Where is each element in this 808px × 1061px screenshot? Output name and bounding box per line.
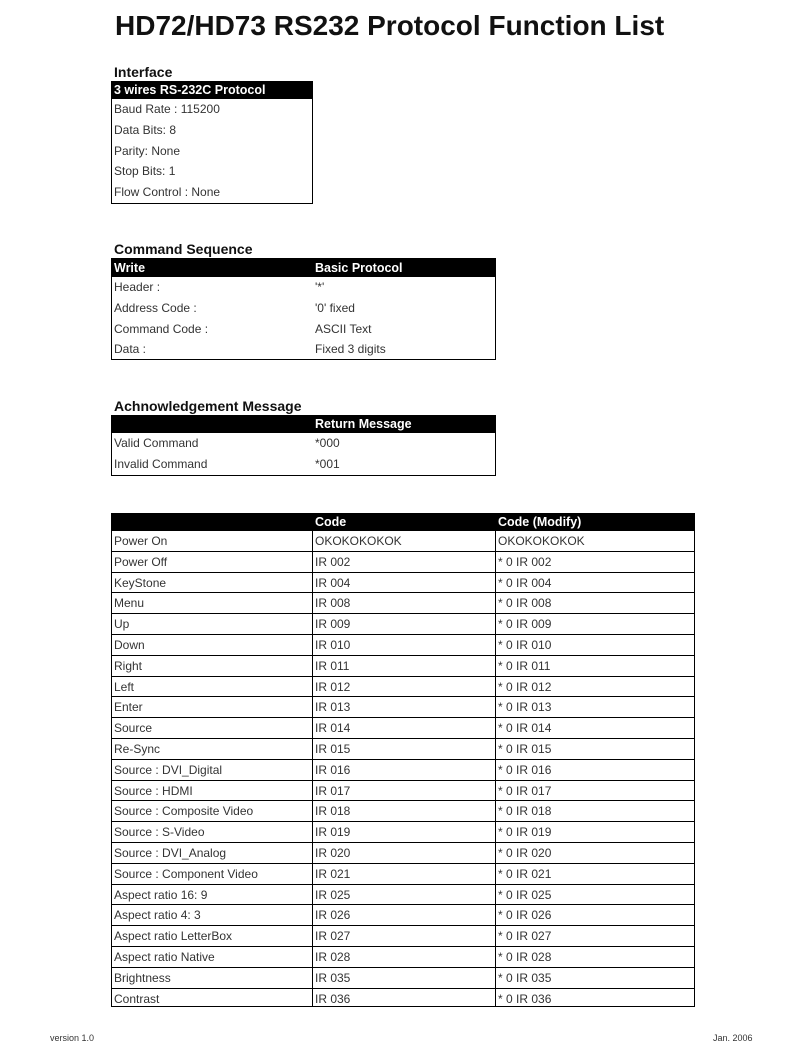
table-row (112, 319, 495, 340)
table-row (112, 989, 694, 1010)
table-row (112, 552, 694, 573)
table-cell: * 0 IR 008 (498, 596, 552, 611)
table-cell: IR 035 (315, 970, 351, 985)
table-cell: Power On (114, 534, 168, 548)
table-cell: IR 002 (315, 554, 351, 569)
table-cell: * 0 IR 012 (498, 679, 552, 694)
table-cell: * 0 IR 035 (498, 970, 552, 985)
table-cell: Source : Component Video (114, 866, 258, 881)
table-cell: * 0 IR 016 (498, 762, 552, 777)
column-divider (312, 531, 313, 1006)
table-cell: * 0 IR 036 (498, 991, 552, 1006)
table-row (112, 656, 694, 677)
table-row (112, 781, 694, 802)
table-cell: IR 015 (315, 741, 351, 756)
table-cell: * 0 IR 011 (498, 658, 551, 673)
table-cell: IR 036 (315, 991, 351, 1006)
table-cell: * 0 IR 020 (498, 845, 552, 860)
table-row (112, 864, 694, 885)
table-row (112, 926, 694, 947)
table-row (112, 822, 694, 843)
footer-date: Jan. 2006 (713, 1033, 753, 1043)
table-cell: Left (114, 679, 135, 694)
table-cell: Brightness (114, 970, 171, 985)
table-cell: Menu (114, 596, 145, 611)
table-cell: * 0 IR 019 (498, 825, 552, 840)
acknowledgement-table (111, 415, 496, 476)
table-row (112, 531, 694, 552)
table-row (112, 739, 694, 760)
table-cell: Source : S-Video (114, 825, 205, 840)
table-cell: '0' fixed (315, 300, 355, 315)
table-cell: * 0 IR 004 (498, 575, 552, 590)
table-cell: Aspect ratio Native (114, 949, 215, 964)
table-row (112, 885, 694, 906)
table-cell: Data : (114, 342, 147, 357)
page-title: HD72/HD73 RS232 Protocol Function List (115, 10, 665, 41)
table-cell: *001 (315, 456, 340, 471)
table-cell: * 0 IR 028 (498, 949, 552, 964)
table-cell: ASCII Text (315, 321, 372, 336)
header-cell: Write (114, 261, 146, 275)
table-cell: IR 025 (315, 887, 351, 902)
table-cell: IR 010 (315, 637, 351, 652)
table-cell: * 0 IR 018 (498, 804, 552, 819)
table-cell: * 0 IR 010 (498, 637, 552, 652)
table-row (112, 298, 495, 319)
table-row (112, 697, 694, 718)
table-cell: * 0 IR 009 (498, 617, 552, 632)
table-cell: IR 008 (315, 596, 351, 611)
table-cell: Aspect ratio LetterBox (114, 929, 233, 944)
table-cell: Aspect ratio 16: 9 (114, 887, 208, 902)
table-row (112, 120, 312, 141)
interface-header (112, 82, 312, 99)
table-cell: Command Code : (114, 321, 209, 336)
table-cell: OKOKOKOKOK (315, 534, 402, 548)
table-row (112, 573, 694, 594)
table-cell: IR 009 (315, 617, 351, 632)
table-cell: * 0 IR 013 (498, 700, 552, 715)
acknowledgement-label: Achnowledgement Message (114, 398, 302, 414)
table-cell: Up (114, 617, 130, 632)
table-row (112, 99, 312, 120)
footer-version: version 1.0 (50, 1033, 95, 1043)
table-cell: * 0 IR 026 (498, 908, 552, 923)
table-cell: '*' (315, 280, 325, 294)
interface-table (111, 81, 313, 204)
table-row (112, 843, 694, 864)
function-table (111, 513, 695, 1007)
function-header (112, 514, 694, 531)
table-cell: Aspect ratio 4: 3 (114, 908, 201, 923)
table-cell: Stop Bits: 1 (114, 164, 176, 179)
table-row (112, 182, 312, 203)
table-cell: Invalid Command (114, 456, 208, 471)
table-cell: Re-Sync (114, 741, 161, 756)
table-cell: Header : (114, 280, 161, 294)
table-cell: KeyStone (114, 575, 167, 590)
acknowledgement-header (112, 416, 495, 433)
table-cell: Source : DVI_Digital (114, 762, 223, 777)
header-cell: Basic Protocol (315, 261, 403, 275)
table-cell: Flow Control : None (114, 185, 221, 200)
table-row (112, 801, 694, 822)
table-cell: * 0 IR 014 (498, 721, 552, 736)
table-cell: Source : HDMI (114, 783, 193, 798)
table-cell: IR 020 (315, 845, 351, 860)
table-cell: * 0 IR 015 (498, 741, 552, 756)
table-cell: * 0 IR 027 (498, 929, 552, 944)
table-cell: Source (114, 721, 153, 736)
table-cell: Data Bits: 8 (114, 122, 177, 137)
table-row (112, 161, 312, 182)
table-row (112, 614, 694, 635)
header-cell: Code (315, 515, 347, 529)
table-cell: * 0 IR 025 (498, 887, 552, 902)
table-cell: IR 017 (315, 783, 351, 798)
table-cell: Baud Rate : 115200 (114, 102, 220, 116)
table-cell: IR 013 (315, 700, 351, 715)
table-cell: OKOKOKOKOK (498, 534, 585, 548)
table-cell: Fixed 3 digits (315, 342, 386, 357)
table-cell: Source : DVI_Analog (114, 845, 227, 860)
header-cell: Return Message (315, 417, 412, 431)
header-cell: Code (Modify) (498, 515, 582, 529)
table-cell: IR 021 (315, 866, 351, 881)
table-cell: Valid Command (114, 436, 199, 450)
table-row (112, 593, 694, 614)
command-sequence-label: Command Sequence (114, 241, 253, 257)
table-cell: Right (114, 658, 143, 673)
table-cell: IR 011 (315, 658, 350, 673)
table-cell: Enter (114, 700, 143, 715)
table-row (112, 635, 694, 656)
table-cell: * 0 IR 017 (498, 783, 552, 798)
interface-label: Interface (114, 64, 173, 80)
command-sequence-table (111, 258, 496, 360)
table-row (112, 277, 495, 298)
table-cell: * 0 IR 002 (498, 554, 552, 569)
table-cell: * 0 IR 021 (498, 866, 552, 881)
table-row (112, 433, 495, 454)
table-cell: IR 027 (315, 929, 351, 944)
table-cell: Parity: None (114, 143, 181, 158)
command-sequence-header (112, 259, 495, 277)
table-row (112, 760, 694, 781)
table-cell: IR 012 (315, 679, 351, 694)
table-row (112, 718, 694, 739)
table-cell: IR 018 (315, 804, 351, 819)
table-row (112, 339, 495, 360)
interface-header-cell: 3 wires RS-232C Protocol (114, 83, 266, 97)
table-row (112, 454, 495, 475)
table-cell: IR 028 (315, 949, 351, 964)
table-row (112, 677, 694, 698)
column-divider (495, 531, 496, 1006)
table-cell: Down (114, 637, 145, 652)
table-cell: IR 026 (315, 908, 351, 923)
table-row (112, 947, 694, 968)
table-row (112, 905, 694, 926)
table-cell: IR 004 (315, 575, 351, 590)
table-row (112, 968, 694, 989)
table-cell: *000 (315, 436, 340, 450)
table-cell: Source : Composite Video (114, 804, 254, 819)
table-cell: IR 016 (315, 762, 351, 777)
table-cell: Power Off (114, 554, 168, 569)
table-row (112, 141, 312, 162)
table-cell: Contrast (114, 991, 160, 1006)
table-cell: IR 019 (315, 825, 351, 840)
table-cell: Address Code : (114, 300, 197, 315)
table-cell: IR 014 (315, 721, 351, 736)
